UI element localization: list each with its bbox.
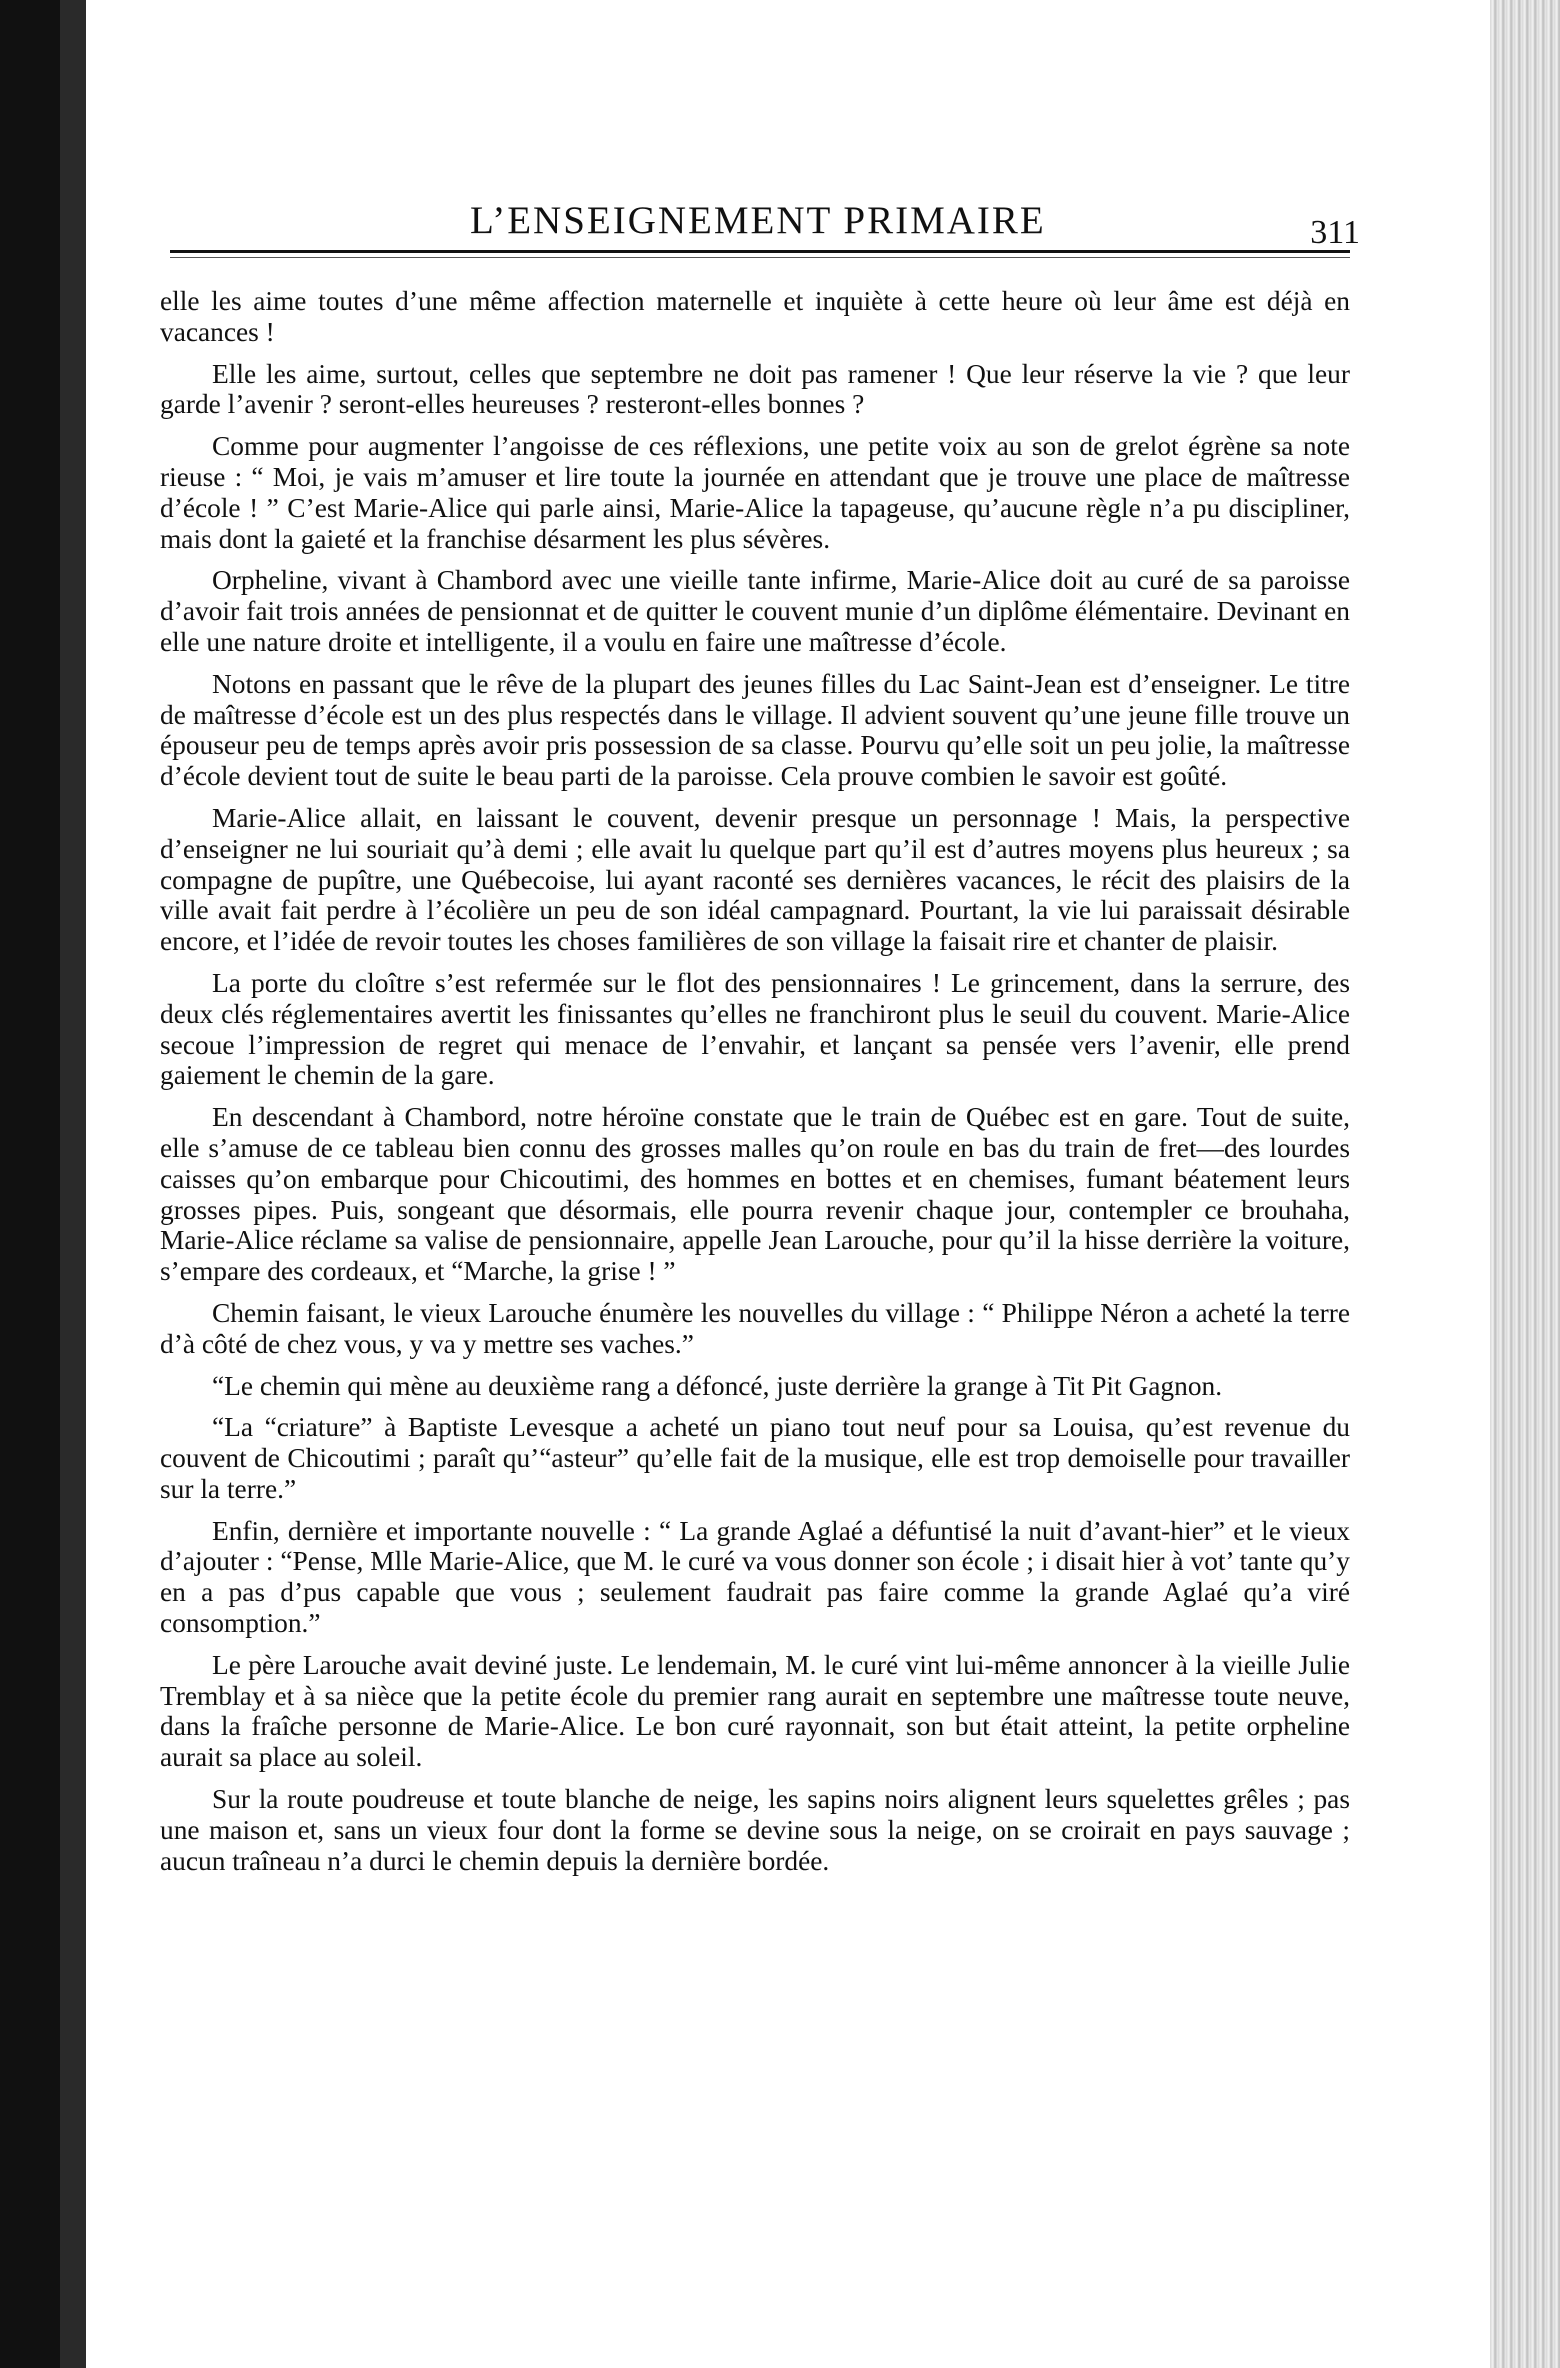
paragraph: Orpheline, vivant à Chambord avec une vieille tante infirme, Marie-Alice doit au curé de sa paroisse d’avoir fait trois années de pensionnat et de quitter le couvent munie d’un diplôme élémentaire. Devinant en elle une nature droite et intelligente, il a voulu en faire une maîtresse d’école. <box>160 565 1350 657</box>
paragraph: Notons en passant que le rêve de la plupart des jeunes filles du Lac Saint-Jean est d’enseigner. Le titre de maîtresse d’école est un des plus respectés dans le village. Il advient souvent qu’une jeune fille trouve un épouseur peu de temps après avoir pris possession de sa classe. Pourvu qu’elle soit un peu jolie, la maîtresse d’école devient tout de suite le beau parti de la paroisse. Cela prouve combien le savoir est goûté. <box>160 668 1350 792</box>
book-gutter-inner <box>60 0 86 2368</box>
paragraph: Comme pour augmenter l’angoisse de ces réflexions, une petite voix au son de grelot égrène sa note rieuse : “ Moi, je vais m’amuser et lire toute la journée en attendant que je trouve une place de maîtresse d’école ! ” C’est Marie-Alice qui parle ainsi, Marie-Alice la tapageuse, qu’aucune règle n’a pu discipliner, mais dont la gaieté et la franchise désarment les plus sévères. <box>160 431 1350 554</box>
paragraph: Elle les aime, surtout, celles que septembre ne doit pas ramener ! Que leur réserve la vie ? que leur garde l’avenir ? seront-elles heureuses ? resteront-elles bonnes ? <box>160 358 1350 420</box>
paragraph: Marie-Alice allait, en laissant le couvent, devenir presque un personnage ! Mais, la perspective d’enseigner ne lui souriait qu’à demi ; elle avait lu quelque part qu’il est d’autres moyens plus heureux ; sa compagne de pupître, une Québecoise, lui ayant raconté ses dernières vacances, le récit des plaisirs de la ville avait fait perdre à l’écolière un peu de son idéal campagnard. Pourtant, la vie lui paraissait désirable encore, et l’idée de revoir toutes les choses familières de son village la faisait rire et chanter de plaisir. <box>160 802 1350 957</box>
body-text <box>160 286 1350 1887</box>
paragraph: Enfin, dernière et importante nouvelle : “ La grande Aglaé a défuntisé la nuit d’avant-hier” et le vieux d’ajouter : “Pense, Mlle Marie-Alice, que M. le curé va vous donner son école ; i disait hier à vot’ tante qu’y en a pas d’pus capable que vous ; seulement faudrait pas faire comme la grande Aglaé qu’a viré consomption.” <box>160 1515 1350 1639</box>
paragraph: “Le chemin qui mène au deuxième rang a défoncé, juste derrière la grange à Tit Pit Gagnon. <box>212 1370 1223 1401</box>
page-header <box>170 192 1360 252</box>
header-rule <box>170 250 1350 253</box>
paragraph: Le père Larouche avait deviné juste. Le lendemain, M. le curé vint lui-même annoncer à la vieille Julie Tremblay et à sa nièce que la petite école du premier rang aurait en septembre une maîtresse toute neuve, dans la fraîche personne de Marie-Alice. Le bon curé rayonnait, son but était atteint, la petite orpheline aurait sa place au soleil. <box>160 1649 1350 1773</box>
running-title: L’ENSEIGNEMENT PRIMAIRE <box>470 199 1046 242</box>
header-rule-thin <box>170 257 1350 258</box>
paragraph: elle les aime toutes d’une même affection maternelle et inquiète à cette heure où leur âme est déjà en vacances ! <box>160 286 1350 347</box>
paragraph: Chemin faisant, le vieux Larouche énumère les nouvelles du village : “ Philippe Néron a acheté la terre d’à côté de chez vous, y va y mettre ses vaches.” <box>160 1297 1350 1359</box>
paragraph: La porte du cloître s’est refermée sur le flot des pensionnaires ! Le grincement, dans la serrure, des deux clés réglementaires avertit les finissantes qu’elles ne franchiront plus le seuil du couvent. Marie-Alice secoue l’impression de regret qui menace de l’envahir, et lançant sa pensée vers l’avenir, elle prend gaiement le chemin de la gare. <box>160 967 1350 1091</box>
paragraph: “La “criature” à Baptiste Levesque a acheté un piano tout neuf pour sa Louisa, qu’est revenue du couvent de Chicoutimi ; paraît qu’“asteur” qu’elle fait de la musique, elle est trop demoiselle pour travailler sur la terre.” <box>160 1412 1350 1504</box>
page-number: 311 <box>1310 214 1360 251</box>
paragraph: Sur la route poudreuse et toute blanche de neige, les sapins noirs alignent leurs squelettes grêles ; pas une maison et, sans un vieux four dont la forme se devine sous la neige, on se croirait en pays sauvage ; aucun traîneau n’a durci le chemin depuis la dernière bordée. <box>160 1784 1350 1876</box>
paragraph: En descendant à Chambord, notre héroïne constate que le train de Québec est en gare. Tout de suite, elle s’amuse de ce tableau bien connu des grosses malles qu’on roule en bas du train de fret—des lourdes caisses qu’on embarque pour Chicoutimi, des hommes en bottes et en chemises, fumant béatement leurs grosses pipes. Puis, songeant que désormais, elle pourra revenir chaque jour, contempler ce brouhaha, Marie-Alice réclame sa valise de pensionnaire, appelle Jean Larouche, pour qu’il la hisse derrière la voiture, s’empare des cordeaux, et “Marche, la grise ! ” <box>160 1102 1350 1287</box>
page-edge-stack <box>1490 0 1560 2368</box>
